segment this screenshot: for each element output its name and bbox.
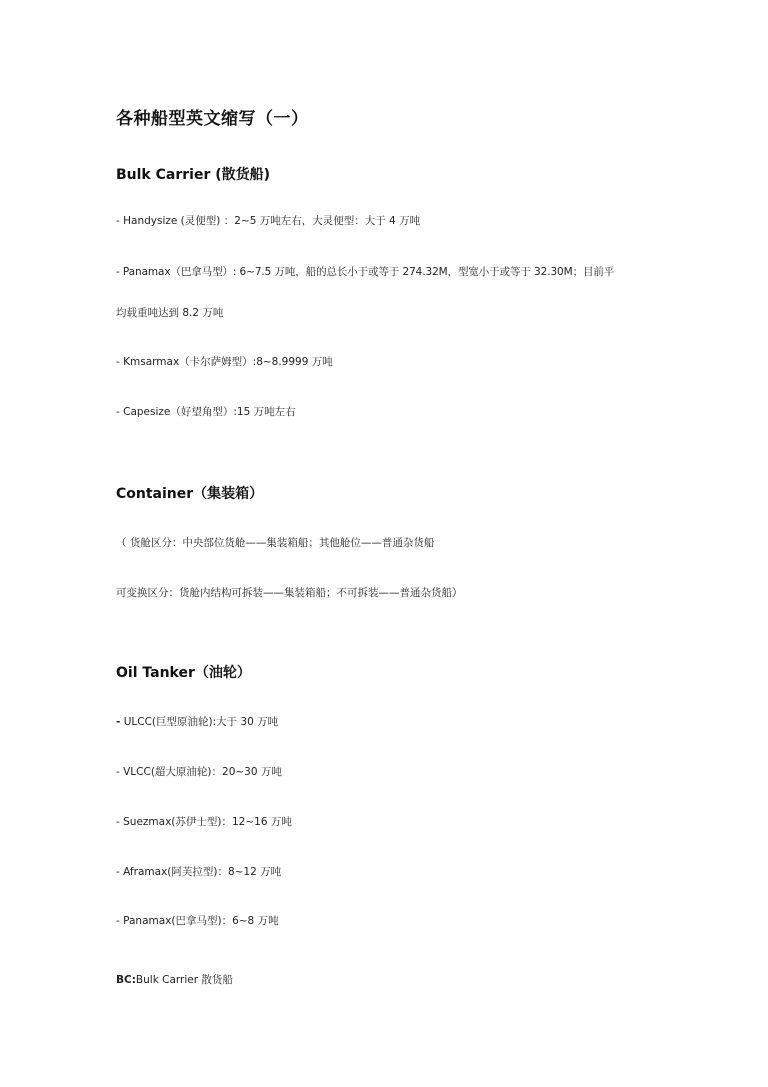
suezmax-line: - Suezmax(苏伊士型)：12~16 万吨 <box>116 816 292 828</box>
bc-abbreviation-line <box>116 972 233 987</box>
container-heading: Container（集装箱） <box>116 486 264 502</box>
ulcc-line <box>116 714 278 729</box>
panamax-line-continued: 均载重吨达到 8.2 万吨 <box>116 307 224 319</box>
container-structure-line: 可变换区分：货舱内结构可拆装——集装箱船；不可拆装——普通杂货船） <box>116 587 463 599</box>
bulk-carrier-heading: Bulk Carrier (散货船) <box>116 167 271 183</box>
oil-tanker-heading: Oil Tanker（油轮） <box>116 665 251 681</box>
ulcc-text: ULCC(巨型原油轮):大于 30 万吨 <box>120 716 279 728</box>
bc-text: Bulk Carrier 散货船 <box>135 974 233 986</box>
document-title: 各种船型英文缩写（一） <box>116 109 309 129</box>
container-cargo-hold-line: （ 货舱区分：中央部位货舱——集装箱船；其他舱位——普通杂货船 <box>116 537 435 549</box>
handysize-line: - Handysize (灵便型) ：2~5 万吨左右，大灵便型：大于 4 万吨 <box>116 215 421 227</box>
ulcc-prefix: - <box>116 716 121 728</box>
kmsarmax-line: - Kmsarmax（卡尔萨姆型）:8~8.9999 万吨 <box>116 356 333 368</box>
bc-prefix: BC: <box>116 974 136 986</box>
panamax-line: - Panamax（巴拿马型）: 6~7.5 万吨，船的总长小于或等于 274.32M，型宽小于或等于 32.30M；目前平 <box>116 266 615 278</box>
aframax-line: - Aframax(阿芙拉型)：8~12 万吨 <box>116 866 282 878</box>
tanker-panamax-line: - Panamax(巴拿马型)：6~8 万吨 <box>116 915 279 927</box>
vlcc-line: - VLCC(超大原油轮)：20~30 万吨 <box>116 766 282 778</box>
capesize-line: - Capesize（好望角型）:15 万吨左右 <box>116 406 296 418</box>
